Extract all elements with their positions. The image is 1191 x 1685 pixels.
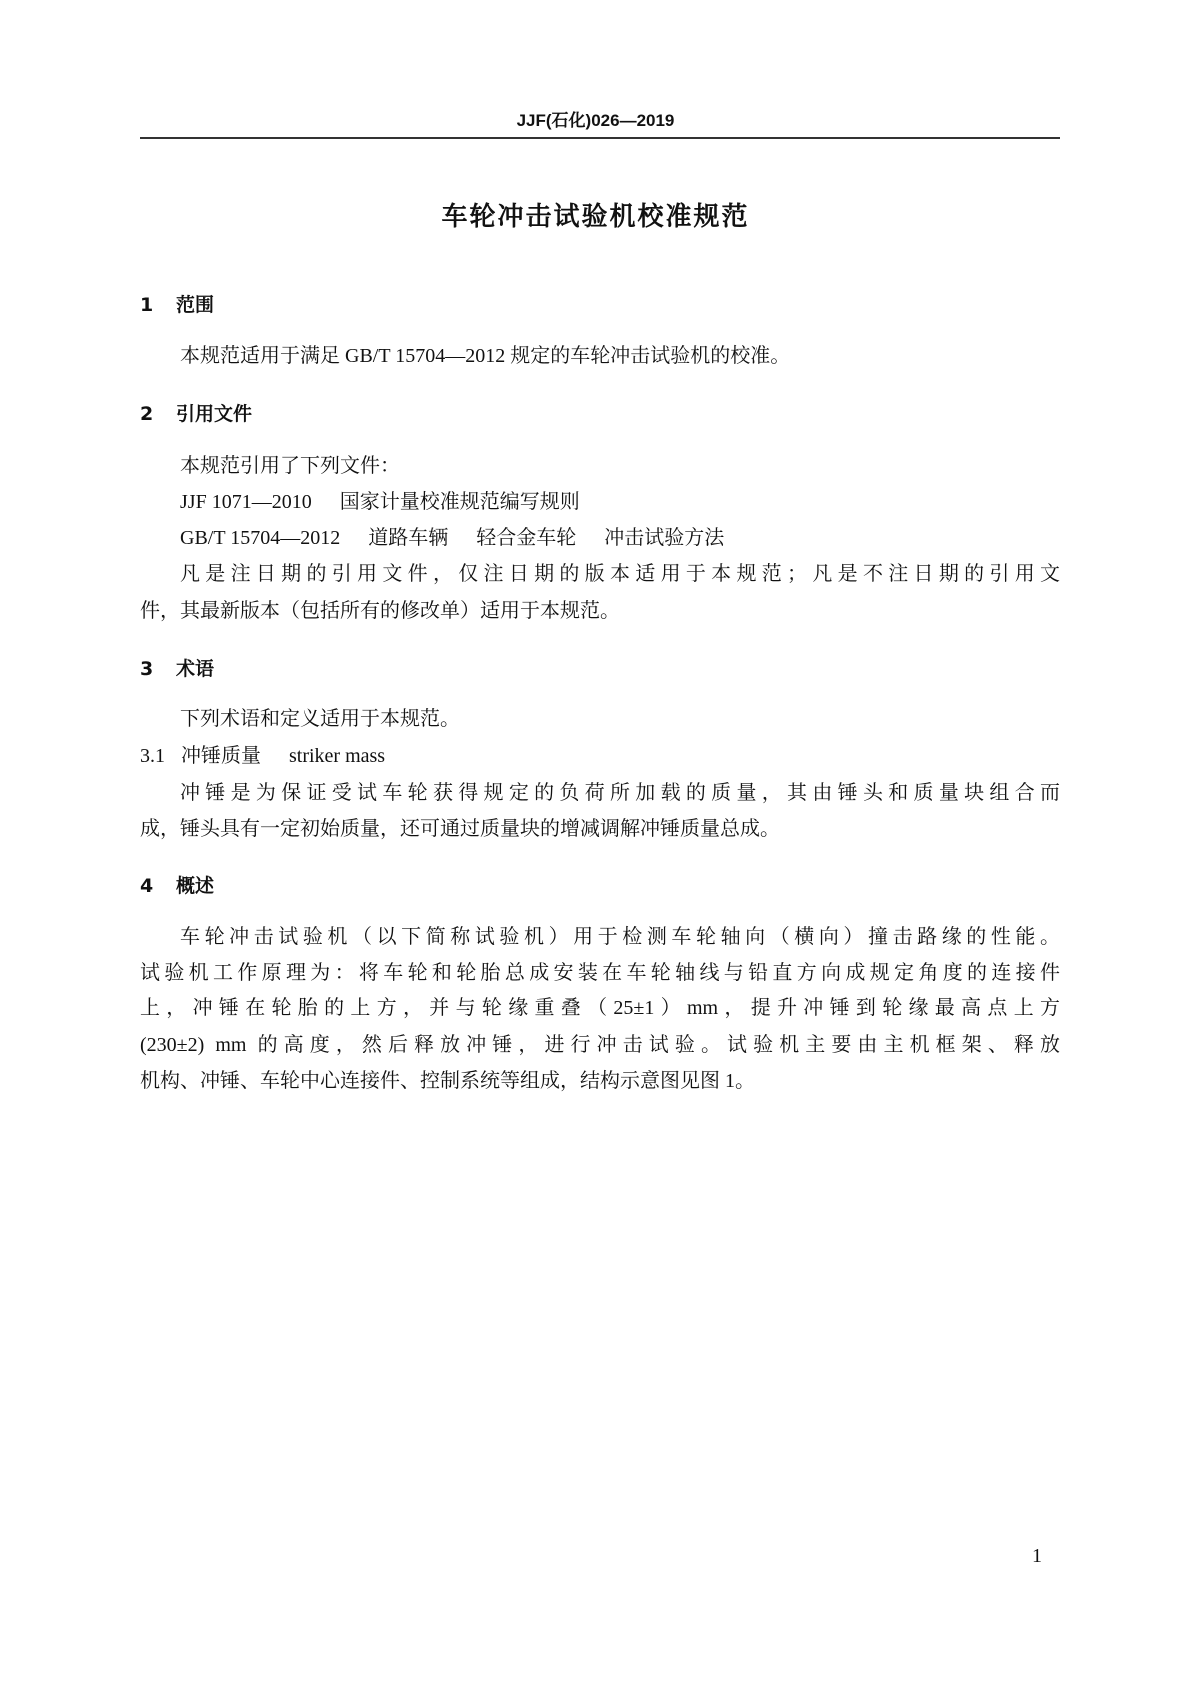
section-title: 范围	[176, 294, 215, 316]
term-english: striker mass	[289, 745, 386, 767]
document-title: 车轮冲击试验机校准规范	[441, 202, 750, 232]
section-heading-4	[140, 871, 214, 898]
paragraph-line: 本规范适用于满足 GB/T 15704—2012 规定的车轮冲击试验机的校准。	[180, 345, 791, 367]
section-heading-3	[140, 654, 214, 681]
section-title: 概述	[176, 875, 215, 897]
paragraph-line: 机构、冲锤、车轮中心连接件、控制系统等组成，结构示意图见图 1。	[140, 1070, 755, 1092]
header-rule	[140, 137, 1060, 139]
paragraph-line: 件，其最新版本（包括所有的修改单）适用于本规范。	[140, 600, 620, 622]
term-chinese: 冲锤质量	[181, 745, 261, 767]
reference-name: 道路车辆	[368, 527, 449, 549]
paragraph-line: (230±2) mm 的高度，然后释放冲锤，进行冲击试验。试验机主要由主机框架、释放	[140, 1034, 1060, 1056]
paragraph-line: 凡是注日期的引用文件，仅注日期的版本适用于本规范；凡是不注日期的引用文	[180, 563, 1060, 585]
term-entry	[140, 744, 1060, 768]
reference-name: 冲击试验方法	[604, 527, 725, 549]
section-number: 3	[140, 658, 154, 680]
reference-code: GB/T 15704—2012	[180, 527, 341, 549]
paragraph-line: 冲锤是为保证受试车轮获得规定的负荷所加载的质量，其由锤头和质量块组合而	[180, 782, 1060, 804]
reference-code: JJF 1071—2010	[180, 491, 312, 513]
section-title: 术语	[176, 658, 215, 680]
section-number: 1	[140, 294, 154, 316]
reference-item	[140, 490, 1060, 514]
paragraph-line: 上，冲锤在轮胎的上方，并与轮缘重叠（25±1）mm，提升冲锤到轮缘最高点上方	[140, 997, 1060, 1019]
running-header: JJF(石化)026—2019	[516, 111, 675, 130]
reference-item	[140, 526, 1060, 550]
page-number: 1	[1032, 1545, 1042, 1567]
section-number: 4	[140, 875, 154, 897]
paragraph-line: 试验机工作原理为：将车轮和轮胎总成安装在车轮轴线与铅直方向成规定角度的连接件	[140, 962, 1060, 984]
term-number: 3.1	[140, 745, 165, 767]
paragraph-line: 成，锤头具有一定初始质量，还可通过质量块的增减调解冲锤质量总成。	[140, 818, 780, 840]
section-number: 2	[140, 403, 154, 425]
reference-name: 轻合金车轮	[476, 527, 577, 549]
paragraph-line: 本规范引用了下列文件：	[180, 455, 400, 477]
section-heading-2	[140, 399, 252, 426]
paragraph-line: 车轮冲击试验机（以下简称试验机）用于检测车轮轴向（横向）撞击路缘的性能。	[180, 926, 1060, 948]
section-title: 引用文件	[176, 403, 253, 425]
section-heading-1	[140, 290, 214, 317]
paragraph-line: 下列术语和定义适用于本规范。	[180, 708, 460, 730]
reference-name: 国家计量校准规范编写规则	[339, 491, 580, 513]
